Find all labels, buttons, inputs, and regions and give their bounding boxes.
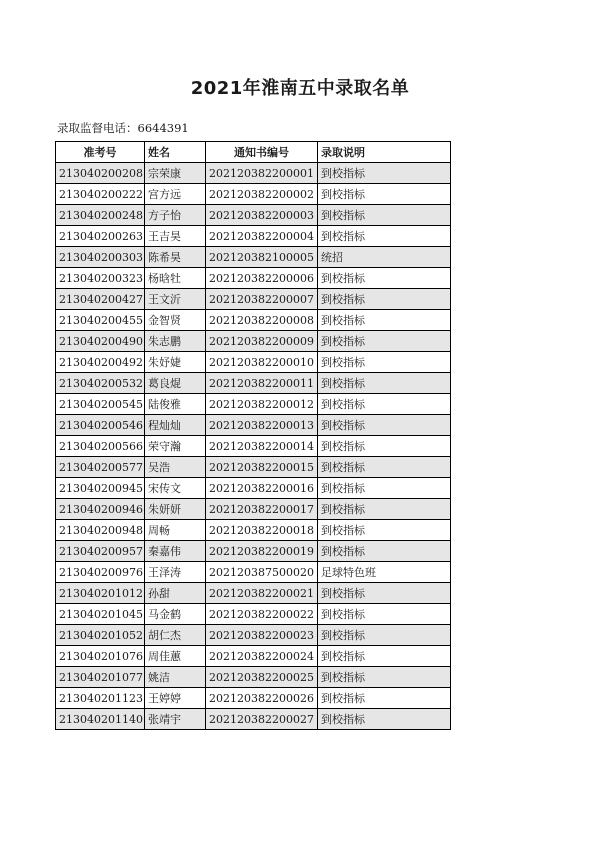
cell-notice-number: 202120382200023 xyxy=(206,625,318,646)
cell-exam-number: 213040201077 xyxy=(56,667,145,688)
cell-name: 陈希昊 xyxy=(145,247,206,268)
cell-admission-note: 到校指标 xyxy=(318,415,451,436)
cell-exam-number: 213040200566 xyxy=(56,436,145,457)
cell-name: 金智贤 xyxy=(145,310,206,331)
cell-name: 荣守瀚 xyxy=(145,436,206,457)
cell-exam-number: 213040200976 xyxy=(56,562,145,583)
cell-name: 朱志鹏 xyxy=(145,331,206,352)
cell-admission-note: 到校指标 xyxy=(318,373,451,394)
cell-notice-number: 202120382200001 xyxy=(206,163,318,184)
table-row xyxy=(56,520,451,541)
table-row xyxy=(56,709,451,730)
cell-notice-number: 202120382200027 xyxy=(206,709,318,730)
table-row xyxy=(56,688,451,709)
cell-admission-note: 到校指标 xyxy=(318,709,451,730)
cell-admission-note: 到校指标 xyxy=(318,541,451,562)
cell-notice-number: 202120382200018 xyxy=(206,520,318,541)
cell-name: 宗荣康 xyxy=(145,163,206,184)
cell-name: 杨晗牡 xyxy=(145,268,206,289)
table-row xyxy=(56,604,451,625)
cell-notice-number: 202120382200009 xyxy=(206,331,318,352)
cell-exam-number: 213040201045 xyxy=(56,604,145,625)
cell-exam-number: 213040200248 xyxy=(56,205,145,226)
cell-admission-note: 统招 xyxy=(318,247,451,268)
table-row xyxy=(56,310,451,331)
table-row xyxy=(56,583,451,604)
cell-name: 秦嘉伟 xyxy=(145,541,206,562)
cell-admission-note: 到校指标 xyxy=(318,163,451,184)
cell-notice-number: 202120387500020 xyxy=(206,562,318,583)
cell-name: 孙甜 xyxy=(145,583,206,604)
table-header xyxy=(56,142,451,163)
table-row xyxy=(56,625,451,646)
table-row xyxy=(56,226,451,247)
cell-admission-note: 到校指标 xyxy=(318,310,451,331)
table-row xyxy=(56,667,451,688)
cell-name: 朱妍妍 xyxy=(145,499,206,520)
header-admission-note: 录取说明 xyxy=(318,142,451,163)
cell-admission-note: 到校指标 xyxy=(318,352,451,373)
cell-admission-note: 足球特色班 xyxy=(318,562,451,583)
cell-name: 周畅 xyxy=(145,520,206,541)
table-row xyxy=(56,184,451,205)
cell-name: 程灿灿 xyxy=(145,415,206,436)
table-row xyxy=(56,352,451,373)
cell-notice-number: 202120382100005 xyxy=(206,247,318,268)
cell-name: 王泽涛 xyxy=(145,562,206,583)
table-row xyxy=(56,415,451,436)
cell-notice-number: 202120382200025 xyxy=(206,667,318,688)
cell-name: 吴浩 xyxy=(145,457,206,478)
cell-exam-number: 213040201076 xyxy=(56,646,145,667)
table-row xyxy=(56,289,451,310)
cell-exam-number: 213040200577 xyxy=(56,457,145,478)
table-row xyxy=(56,436,451,457)
table-row xyxy=(56,457,451,478)
cell-admission-note: 到校指标 xyxy=(318,478,451,499)
cell-admission-note: 到校指标 xyxy=(318,499,451,520)
cell-notice-number: 202120382200003 xyxy=(206,205,318,226)
cell-notice-number: 202120382200012 xyxy=(206,394,318,415)
cell-name: 宋传文 xyxy=(145,478,206,499)
cell-admission-note: 到校指标 xyxy=(318,394,451,415)
cell-notice-number: 202120382200002 xyxy=(206,184,318,205)
cell-admission-note: 到校指标 xyxy=(318,331,451,352)
cell-notice-number: 202120382200014 xyxy=(206,436,318,457)
cell-notice-number: 202120382200019 xyxy=(206,541,318,562)
table-row xyxy=(56,331,451,352)
cell-exam-number: 213040200323 xyxy=(56,268,145,289)
cell-exam-number: 213040200957 xyxy=(56,541,145,562)
cell-exam-number: 213040200263 xyxy=(56,226,145,247)
cell-notice-number: 202120382200006 xyxy=(206,268,318,289)
header-name: 姓名 xyxy=(145,142,206,163)
table-row xyxy=(56,373,451,394)
cell-admission-note: 到校指标 xyxy=(318,268,451,289)
cell-exam-number: 213040200532 xyxy=(56,373,145,394)
cell-admission-note: 到校指标 xyxy=(318,667,451,688)
cell-exam-number: 213040200208 xyxy=(56,163,145,184)
cell-admission-note: 到校指标 xyxy=(318,289,451,310)
cell-admission-note: 到校指标 xyxy=(318,604,451,625)
table-row xyxy=(56,394,451,415)
table-body xyxy=(56,163,451,730)
cell-admission-note: 到校指标 xyxy=(318,646,451,667)
cell-admission-note: 到校指标 xyxy=(318,520,451,541)
cell-name: 王吉昊 xyxy=(145,226,206,247)
page-title: 2021年淮南五中录取名单 xyxy=(190,78,410,99)
table-row xyxy=(56,478,451,499)
cell-name: 方子怡 xyxy=(145,205,206,226)
table-row xyxy=(56,562,451,583)
cell-name: 宫方远 xyxy=(145,184,206,205)
cell-name: 胡仁杰 xyxy=(145,625,206,646)
header-notice-number: 通知书编号 xyxy=(206,142,318,163)
cell-notice-number: 202120382200017 xyxy=(206,499,318,520)
cell-notice-number: 202120382200026 xyxy=(206,688,318,709)
cell-notice-number: 202120382200004 xyxy=(206,226,318,247)
cell-name: 张靖宇 xyxy=(145,709,206,730)
cell-exam-number: 213040200945 xyxy=(56,478,145,499)
cell-exam-number: 213040200303 xyxy=(56,247,145,268)
cell-exam-number: 213040200222 xyxy=(56,184,145,205)
cell-exam-number: 213040200427 xyxy=(56,289,145,310)
cell-name: 陆俊雅 xyxy=(145,394,206,415)
admission-table xyxy=(55,141,451,730)
cell-admission-note: 到校指标 xyxy=(318,457,451,478)
cell-notice-number: 202120382200015 xyxy=(206,457,318,478)
cell-admission-note: 到校指标 xyxy=(318,436,451,457)
cell-notice-number: 202120382200008 xyxy=(206,310,318,331)
table-row xyxy=(56,163,451,184)
cell-name: 王婷婷 xyxy=(145,688,206,709)
cell-exam-number: 213040200490 xyxy=(56,331,145,352)
cell-notice-number: 202120382200021 xyxy=(206,583,318,604)
cell-name: 马金鹤 xyxy=(145,604,206,625)
cell-name: 葛良焜 xyxy=(145,373,206,394)
table-row xyxy=(56,247,451,268)
cell-notice-number: 202120382200024 xyxy=(206,646,318,667)
cell-notice-number: 202120382200022 xyxy=(206,604,318,625)
table-row xyxy=(56,205,451,226)
table-row xyxy=(56,499,451,520)
cell-notice-number: 202120382200016 xyxy=(206,478,318,499)
table-row xyxy=(56,268,451,289)
supervision-phone: 录取监督电话：6644391 xyxy=(57,121,189,135)
cell-exam-number: 213040200492 xyxy=(56,352,145,373)
cell-exam-number: 213040200946 xyxy=(56,499,145,520)
cell-notice-number: 202120382200013 xyxy=(206,415,318,436)
cell-name: 姚洁 xyxy=(145,667,206,688)
cell-admission-note: 到校指标 xyxy=(318,184,451,205)
table-row xyxy=(56,646,451,667)
header-exam-number: 准考号 xyxy=(56,142,145,163)
cell-name: 周佳蕙 xyxy=(145,646,206,667)
cell-exam-number: 213040200948 xyxy=(56,520,145,541)
cell-admission-note: 到校指标 xyxy=(318,583,451,604)
cell-notice-number: 202120382200011 xyxy=(206,373,318,394)
cell-notice-number: 202120382200010 xyxy=(206,352,318,373)
cell-exam-number: 213040201052 xyxy=(56,625,145,646)
cell-exam-number: 213040201140 xyxy=(56,709,145,730)
cell-exam-number: 213040200546 xyxy=(56,415,145,436)
cell-admission-note: 到校指标 xyxy=(318,205,451,226)
cell-exam-number: 213040201123 xyxy=(56,688,145,709)
header-row xyxy=(56,142,451,163)
cell-admission-note: 到校指标 xyxy=(318,688,451,709)
table-row xyxy=(56,541,451,562)
cell-name: 朱妤婕 xyxy=(145,352,206,373)
cell-notice-number: 202120382200007 xyxy=(206,289,318,310)
cell-admission-note: 到校指标 xyxy=(318,226,451,247)
cell-name: 王文沂 xyxy=(145,289,206,310)
cell-exam-number: 213040201012 xyxy=(56,583,145,604)
cell-exam-number: 213040200545 xyxy=(56,394,145,415)
cell-admission-note: 到校指标 xyxy=(318,625,451,646)
cell-exam-number: 213040200455 xyxy=(56,310,145,331)
